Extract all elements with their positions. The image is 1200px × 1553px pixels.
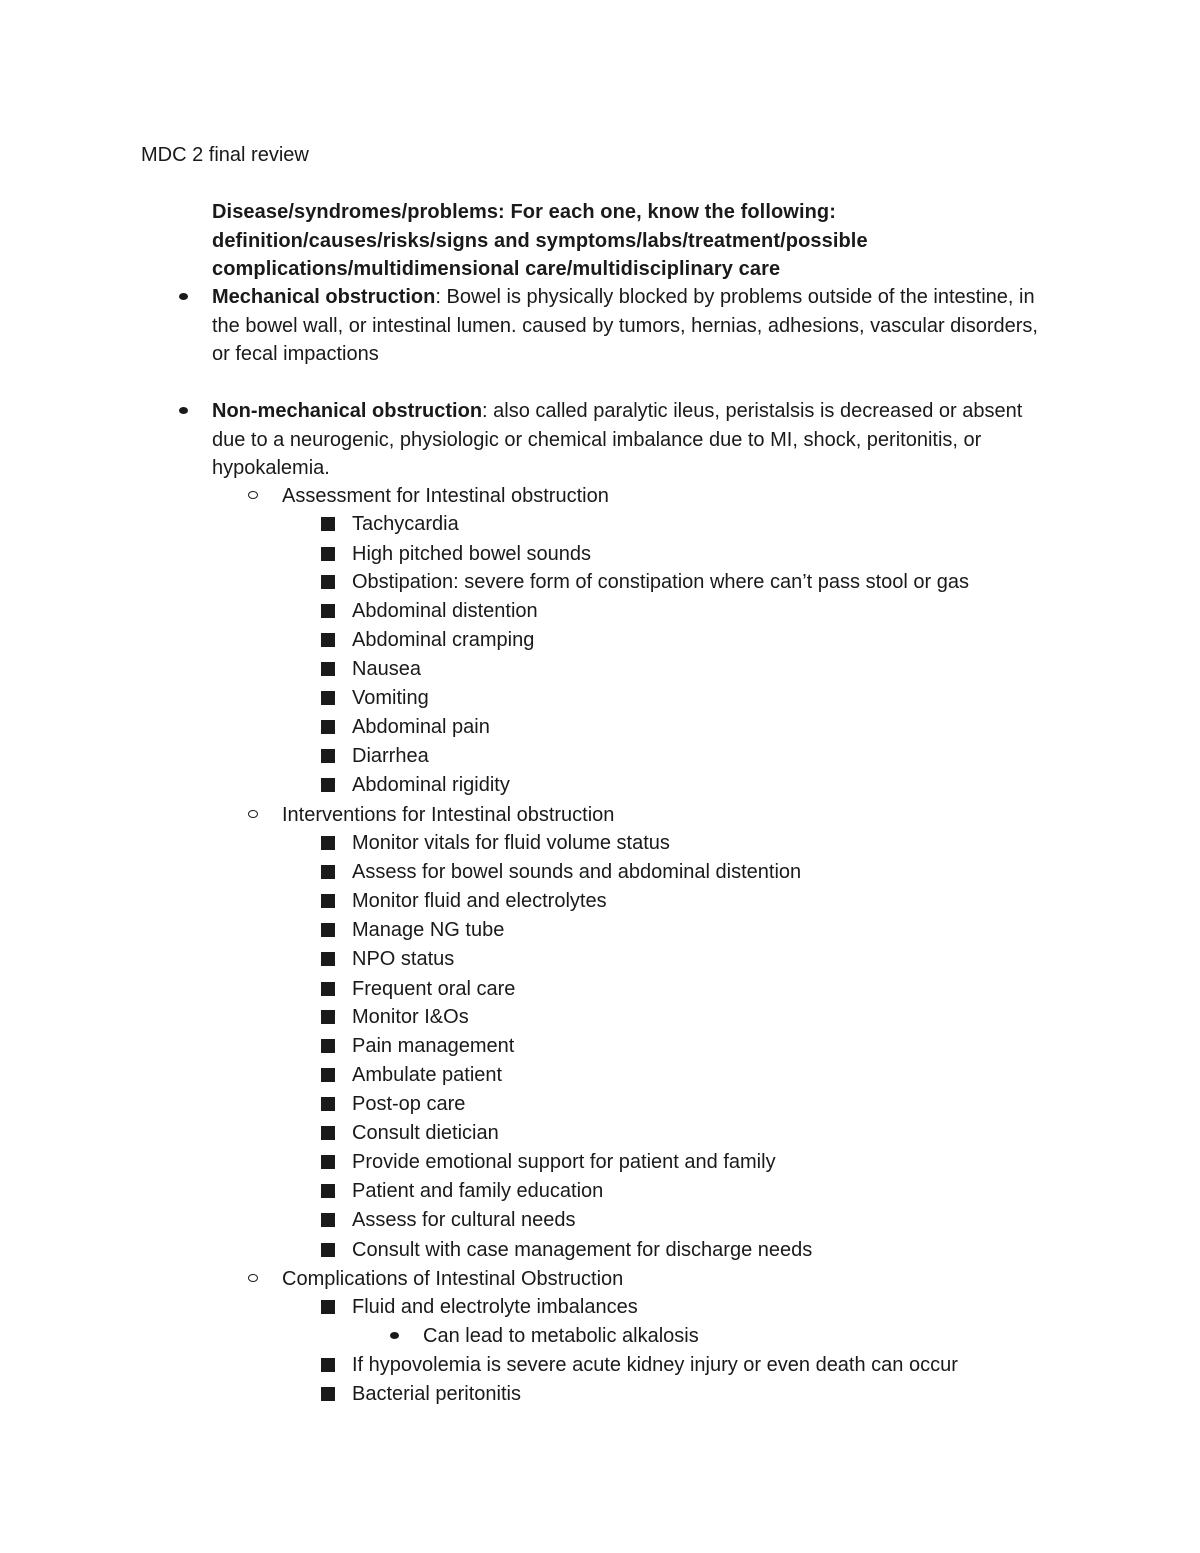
bullet-square-icon	[321, 1300, 335, 1314]
document-title: MDC 2 final review	[141, 144, 309, 166]
bullet-square-icon	[321, 865, 335, 879]
list-item: Diarrhea	[352, 745, 429, 767]
list-item: Post-op care	[352, 1093, 466, 1115]
list-item: Abdominal pain	[352, 716, 490, 738]
list-item: Pain management	[352, 1035, 515, 1057]
bullet-square-icon	[321, 894, 335, 908]
list-item: Abdominal rigidity	[352, 774, 510, 796]
list-item: Assess for cultural needs	[352, 1209, 576, 1231]
list-item: Fluid and electrolyte imbalances	[352, 1296, 638, 1318]
non-mechanical-obstruction-item	[212, 397, 1042, 483]
bullet-square-icon	[321, 1387, 335, 1401]
list-sub-item: Can lead to metabolic alkalosis	[423, 1325, 699, 1347]
list-item: Nausea	[352, 658, 421, 680]
list-item: Consult dietician	[352, 1122, 499, 1144]
mechanical-obstruction-term: Mechanical obstruction	[212, 286, 436, 308]
bullet-square-icon	[321, 836, 335, 850]
bullet-dot-icon	[390, 1332, 399, 1339]
list-item: Manage NG tube	[352, 919, 505, 941]
list-item: Abdominal distention	[352, 600, 538, 622]
bullet-square-icon	[321, 1243, 335, 1257]
list-item: Obstipation: severe form of constipation where can’t pass stool or gas	[352, 571, 969, 593]
list-item: Monitor I&Os	[352, 1006, 469, 1028]
list-item: Consult with case management for discharge needs	[352, 1239, 813, 1261]
bullet-square-icon	[321, 633, 335, 647]
bullet-ring-icon	[248, 1274, 258, 1282]
bullet-square-icon	[321, 749, 335, 763]
list-item: Bacterial peritonitis	[352, 1383, 521, 1405]
complications-heading: Complications of Intestinal Obstruction	[282, 1268, 624, 1290]
interventions-heading: Interventions for Intestinal obstruction	[282, 804, 615, 826]
assessment-heading: Assessment for Intestinal obstruction	[282, 485, 609, 507]
bullet-dot-icon	[179, 407, 188, 414]
bullet-square-icon	[321, 720, 335, 734]
mechanical-obstruction-definition: : Bowel is physically blocked by problems outside of the intestine, in the bowel wall, or intestinal lumen. caused by tumors, hernias, adhesions, vascular disorders, or fecal impactions	[212, 286, 1038, 365]
bullet-square-icon	[321, 778, 335, 792]
bullet-square-icon	[321, 604, 335, 618]
bullet-square-icon	[321, 575, 335, 589]
bullet-square-icon	[321, 923, 335, 937]
bullet-square-icon	[321, 1213, 335, 1227]
instructions-heading: Disease/syndromes/problems: For each one, know the following: definition/causes/risks/signs and symptoms/labs/treatment/possible complications/multidimensional care/multidisciplinary care	[212, 201, 868, 280]
list-item: Patient and family education	[352, 1180, 604, 1202]
list-item: Abdominal cramping	[352, 629, 535, 651]
list-item: Tachycardia	[352, 513, 459, 535]
bullet-square-icon	[321, 1358, 335, 1372]
bullet-square-icon	[321, 1010, 335, 1024]
bullet-square-icon	[321, 662, 335, 676]
list-item: Frequent oral care	[352, 978, 516, 1000]
list-item: NPO status	[352, 948, 455, 970]
bullet-square-icon	[321, 1184, 335, 1198]
bullet-square-icon	[321, 1155, 335, 1169]
bullet-dot-icon	[179, 293, 188, 300]
bullet-square-icon	[321, 1068, 335, 1082]
mechanical-obstruction-item	[212, 283, 1042, 369]
bullet-square-icon	[321, 1126, 335, 1140]
bullet-square-icon	[321, 547, 335, 561]
list-item: High pitched bowel sounds	[352, 543, 592, 565]
list-item: Provide emotional support for patient and family	[352, 1151, 776, 1173]
bullet-ring-icon	[248, 491, 258, 499]
bullet-ring-icon	[248, 810, 258, 818]
bullet-square-icon	[321, 517, 335, 531]
list-item: Ambulate patient	[352, 1064, 503, 1086]
non-mechanical-obstruction-term: Non-mechanical obstruction	[212, 400, 483, 422]
bullet-square-icon	[321, 691, 335, 705]
bullet-square-icon	[321, 982, 335, 996]
bullet-square-icon	[321, 1039, 335, 1053]
bullet-square-icon	[321, 1097, 335, 1111]
non-mechanical-obstruction-definition: : also called paralytic ileus, peristalsis is decreased or absent due to a neurogenic, physiologic or chemical imbalance due to MI, shock, peritonitis, or hypokalemia.	[212, 400, 1023, 479]
bullet-square-icon	[321, 952, 335, 966]
list-item: If hypovolemia is severe acute kidney injury or even death can occur	[352, 1354, 958, 1376]
list-item: Monitor fluid and electrolytes	[352, 890, 607, 912]
list-item: Vomiting	[352, 687, 429, 709]
list-item: Monitor vitals for fluid volume status	[352, 832, 670, 854]
list-item: Assess for bowel sounds and abdominal distention	[352, 861, 802, 883]
